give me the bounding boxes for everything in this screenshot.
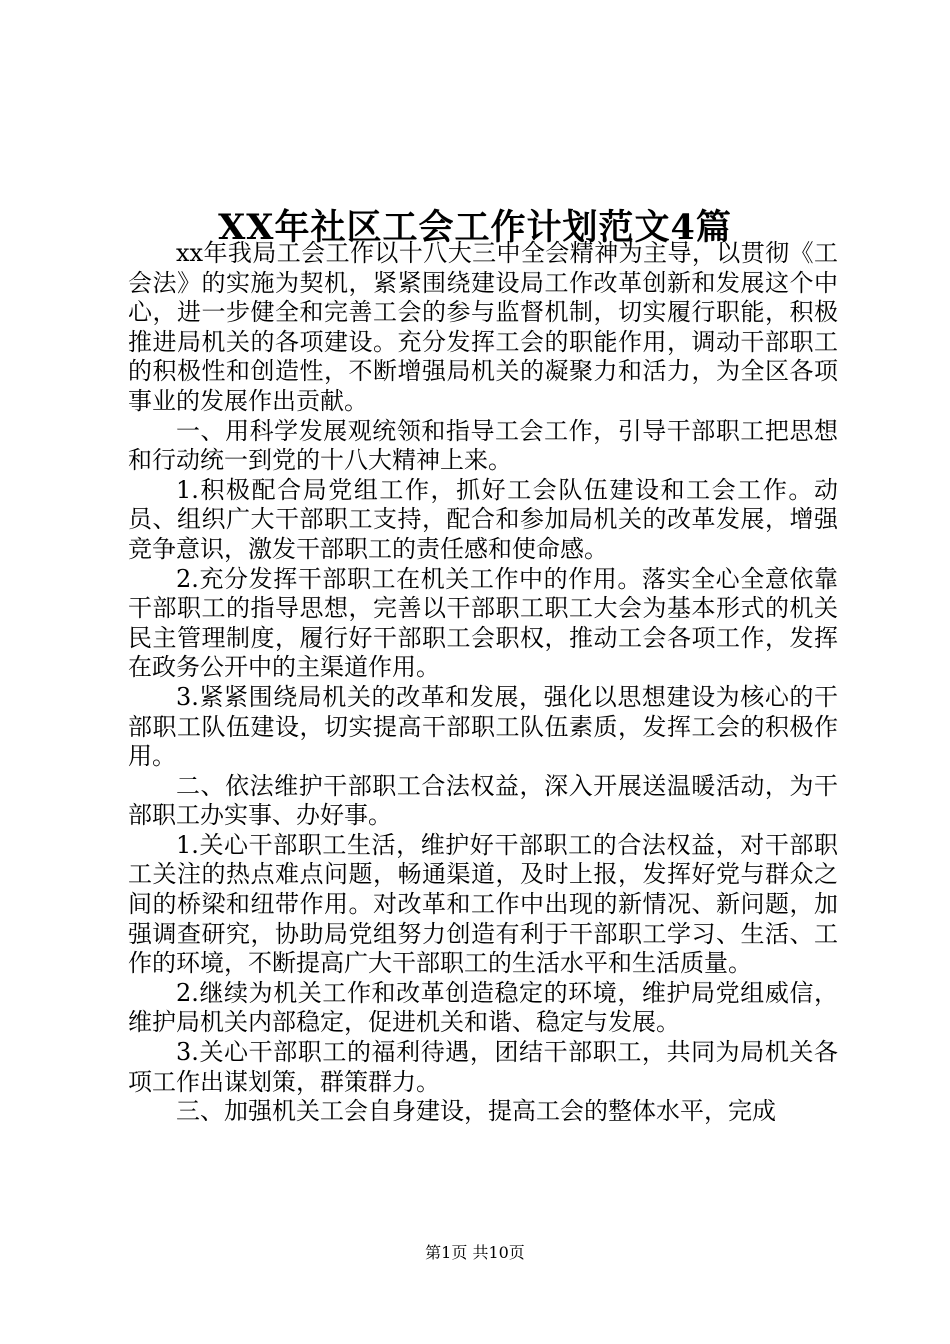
body-paragraph: xx年我局工会工作以十八大三中全会精神为主导，以贯彻《工会法》的实施为契机，紧紧围绕建设局工作改革创新和发展这个中心，进一步健全和完善工会的参与监督机制，切实履行职能，积极推进局机关的各项建设。充分发挥工会的职能作用，调动干部职工的积极性和创造性，不断增强局机关的凝聚力和活力，为全区各项事业的发展作出贡献。 bbox=[128, 239, 838, 415]
page-footer: 第1页 共10页 bbox=[425, 1243, 525, 1262]
body-paragraph: 2.继续为机关工作和改革创造稳定的环境，维护局党组威信，维护局机关内部稳定，促进机关和谐、稳定与发展。 bbox=[128, 978, 838, 1037]
body-paragraph: 3.关心干部职工的福利待遇，团结干部职工，共同为局机关各项工作出谋划策，群策群力。 bbox=[128, 1038, 838, 1096]
body-paragraph: 2.充分发挥干部职工在机关工作中的作用。落实全心全意依靠干部职工的指导思想，完善以干部职工职工大会为基本形式的机关民主管理制度，履行好干部职工会职权，推动工会各项工作，发挥在政务公开中的主渠道作用。 bbox=[128, 564, 838, 682]
section-heading-3: 三、加强机关工会自身建设，提高工会的整体水平，完成 bbox=[176, 1097, 776, 1126]
section-heading-1: 一、用科学发展观统领和指导工会工作，引导干部职工把思想和行动统一到党的十八大精神上来。 bbox=[128, 416, 838, 475]
body-paragraph: 1.积极配合局党组工作，抓好工会队伍建设和工会工作。动员、组织广大干部职工支持，配合和参加局机关的改革发展，增强竞争意识，激发干部职工的责任感和使命感。 bbox=[128, 475, 838, 563]
section-heading-2: 二、依法维护干部职工合法权益，深入开展送温暖活动，为干部职工办实事、办好事。 bbox=[128, 771, 838, 830]
document-title: XX年社区工会工作计划范文4篇 bbox=[218, 207, 732, 249]
document-body bbox=[128, 239, 838, 1127]
body-paragraph: 3.紧紧围绕局机关的改革和发展，强化以思想建设为核心的干部职工队伍建设，切实提高干部职工队伍素质，发挥工会的积极作用。 bbox=[128, 682, 838, 771]
body-paragraph: 1.关心干部职工生活，维护好干部职工的合法权益，对干部职工关注的热点难点问题，畅通渠道，及时上报，发挥好党与群众之间的桥梁和纽带作用。对改革和工作中出现的新情况、新问题，加强调查研究，协助局党组努力创造有利于干部职工学习、生活、工作的环境，不断提高广大干部职工的生活水平和生活质量。 bbox=[128, 830, 838, 978]
